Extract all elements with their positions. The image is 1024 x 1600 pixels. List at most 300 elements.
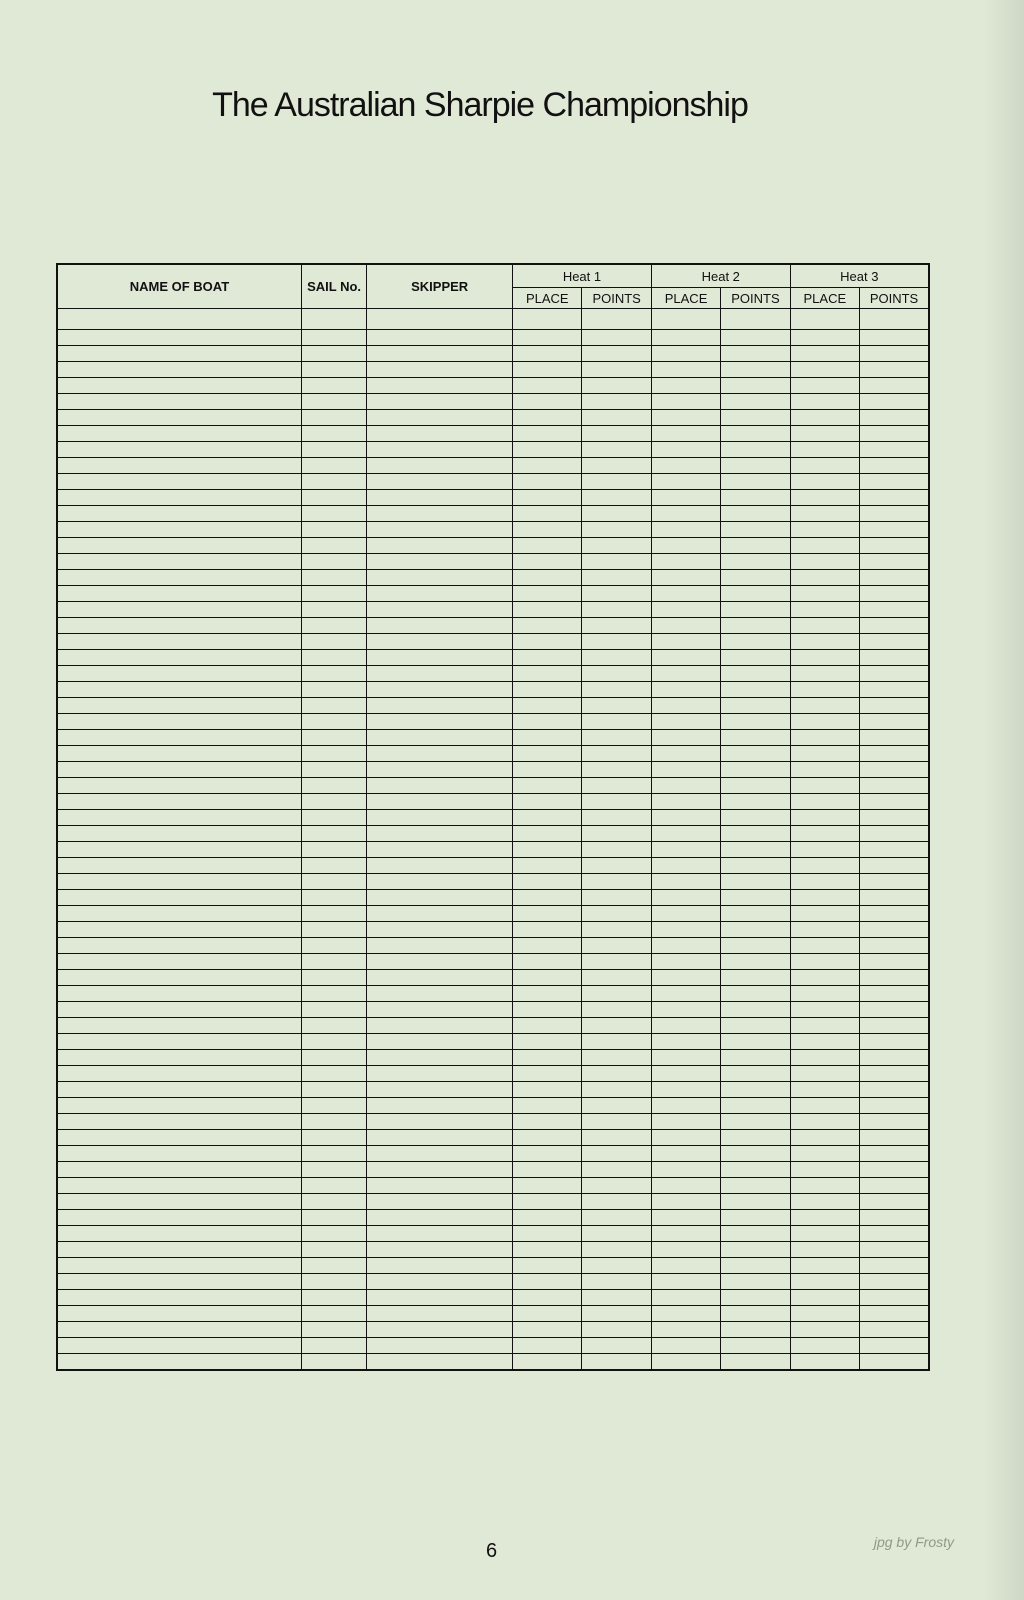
page-number: 6 [486,1540,498,1562]
cell-heat2-points [721,1338,790,1354]
cell-heat1-place [513,1210,582,1226]
cell-heat3-points [860,394,929,410]
table-row [57,714,929,730]
cell-heat1-place [513,586,582,602]
cell-sail [301,506,366,522]
cell-heat3-place [790,1226,859,1242]
cell-heat3-place [790,1178,859,1194]
cell-name [57,682,301,698]
cell-skipper [367,1290,513,1306]
cell-sail [301,1162,366,1178]
cell-sail [301,538,366,554]
cell-heat1-place [513,986,582,1002]
cell-heat3-points [860,858,929,874]
cell-heat1-place [513,362,582,378]
cell-heat3-points [860,1034,929,1050]
cell-sail [301,1114,366,1130]
cell-skipper [367,602,513,618]
table-row [57,378,929,394]
cell-heat1-place [513,410,582,426]
cell-name [57,842,301,858]
cell-name [57,570,301,586]
cell-sail [301,346,366,362]
cell-name [57,1338,301,1354]
cell-sail [301,586,366,602]
cell-heat3-points [860,522,929,538]
cell-sail [301,602,366,618]
cell-name [57,1082,301,1098]
cell-heat2-points [721,842,790,858]
cell-skipper [367,1162,513,1178]
cell-heat3-points [860,1210,929,1226]
cell-name [57,394,301,410]
cell-heat2-points [721,938,790,954]
cell-heat1-points [582,618,651,634]
cell-heat2-place [651,1034,720,1050]
cell-heat3-place [790,442,859,458]
cell-heat3-points [860,442,929,458]
table-row [57,634,929,650]
cell-skipper [367,506,513,522]
table-row [57,778,929,794]
table-row [57,346,929,362]
cell-heat1-place [513,1194,582,1210]
cell-heat2-place [651,922,720,938]
cell-heat3-place [790,309,859,330]
cell-heat3-place [790,458,859,474]
cell-sail [301,1050,366,1066]
cell-heat2-place [651,650,720,666]
cell-heat3-place [790,522,859,538]
cell-heat1-place [513,602,582,618]
cell-heat3-points [860,970,929,986]
cell-sail [301,698,366,714]
cell-heat3-place [790,810,859,826]
cell-heat1-place [513,394,582,410]
table-row [57,746,929,762]
cell-skipper [367,410,513,426]
header-heat-3-place: PLACE [790,288,859,309]
cell-heat1-points [582,906,651,922]
cell-heat2-points [721,1066,790,1082]
header-heat-1-place: PLACE [513,288,582,309]
cell-name [57,922,301,938]
cell-heat2-points [721,394,790,410]
cell-skipper [367,650,513,666]
cell-heat1-points [582,1306,651,1322]
cell-skipper [367,618,513,634]
cell-heat2-place [651,490,720,506]
cell-heat1-place [513,330,582,346]
header-heat-3-points: POINTS [860,288,929,309]
cell-heat1-points [582,394,651,410]
cell-heat1-place [513,922,582,938]
cell-heat2-place [651,554,720,570]
cell-heat1-place [513,1226,582,1242]
cell-heat2-points [721,378,790,394]
cell-name [57,522,301,538]
table-row [57,490,929,506]
cell-skipper [367,346,513,362]
cell-heat3-place [790,474,859,490]
cell-sail [301,1354,366,1371]
cell-heat1-points [582,730,651,746]
cell-heat1-points [582,762,651,778]
cell-heat2-points [721,682,790,698]
cell-sail [301,906,366,922]
cell-heat1-points [582,1338,651,1354]
cell-heat1-place [513,682,582,698]
cell-skipper [367,442,513,458]
cell-heat1-place [513,714,582,730]
cell-heat3-place [790,1258,859,1274]
cell-heat3-points [860,538,929,554]
cell-heat2-points [721,474,790,490]
cell-skipper [367,842,513,858]
cell-heat1-place [513,1114,582,1130]
cell-heat3-place [790,762,859,778]
cell-heat2-points [721,1178,790,1194]
cell-name [57,858,301,874]
cell-heat3-points [860,1050,929,1066]
cell-heat3-points [860,1274,929,1290]
page-edge-shadow [984,0,1024,1600]
table-row [57,1130,929,1146]
cell-heat3-points [860,938,929,954]
table-row [57,1178,929,1194]
scoresheet-container [56,263,930,1371]
cell-heat3-points [860,762,929,778]
cell-skipper [367,1354,513,1371]
cell-sail [301,394,366,410]
cell-name [57,586,301,602]
cell-heat2-place [651,1290,720,1306]
cell-skipper [367,426,513,442]
cell-heat3-place [790,826,859,842]
cell-heat3-place [790,1162,859,1178]
cell-heat1-place [513,618,582,634]
cell-skipper [367,1258,513,1274]
cell-heat2-place [651,1194,720,1210]
table-row [57,986,929,1002]
cell-name [57,746,301,762]
cell-heat1-place [513,1338,582,1354]
cell-heat2-place [651,362,720,378]
cell-name [57,1146,301,1162]
cell-skipper [367,922,513,938]
cell-skipper [367,954,513,970]
cell-heat1-points [582,922,651,938]
cell-sail [301,309,366,330]
cell-sail [301,970,366,986]
cell-heat1-place [513,1322,582,1338]
cell-heat1-points [582,1210,651,1226]
cell-heat2-place [651,906,720,922]
header-sail-no: SAIL No. [301,264,366,309]
cell-sail [301,1066,366,1082]
cell-heat1-points [582,1130,651,1146]
table-row [57,1066,929,1082]
cell-name [57,762,301,778]
cell-heat1-place [513,1130,582,1146]
cell-heat1-place [513,1162,582,1178]
cell-heat3-points [860,1162,929,1178]
cell-name [57,1242,301,1258]
cell-name [57,1018,301,1034]
table-row [57,1306,929,1322]
cell-heat3-points [860,1114,929,1130]
cell-heat1-points [582,714,651,730]
cell-skipper [367,970,513,986]
cell-heat2-points [721,874,790,890]
cell-heat2-points [721,1034,790,1050]
cell-heat2-place [651,938,720,954]
cell-heat1-points [582,874,651,890]
cell-heat3-points [860,1242,929,1258]
table-row [57,394,929,410]
table-row [57,970,929,986]
cell-heat3-place [790,1098,859,1114]
cell-heat2-place [651,970,720,986]
table-row [57,842,929,858]
cell-skipper [367,1274,513,1290]
cell-sail [301,986,366,1002]
cell-heat3-place [790,1050,859,1066]
table-row [57,874,929,890]
cell-heat3-place [790,1322,859,1338]
cell-sail [301,810,366,826]
cell-name [57,1322,301,1338]
cell-heat2-place [651,378,720,394]
cell-heat1-points [582,794,651,810]
cell-sail [301,858,366,874]
cell-heat2-points [721,666,790,682]
cell-heat3-points [860,730,929,746]
cell-heat1-points [582,570,651,586]
table-row [57,522,929,538]
cell-heat3-points [860,682,929,698]
cell-heat3-points [860,954,929,970]
cell-heat2-place [651,1354,720,1371]
cell-heat1-place [513,778,582,794]
cell-heat2-points [721,762,790,778]
cell-heat2-points [721,458,790,474]
cell-heat3-place [790,938,859,954]
cell-heat1-points [582,378,651,394]
cell-heat2-place [651,666,720,682]
cell-sail [301,1194,366,1210]
cell-heat3-points [860,1098,929,1114]
cell-heat3-points [860,842,929,858]
table-row [57,362,929,378]
cell-skipper [367,698,513,714]
cell-heat3-points [860,1194,929,1210]
cell-name [57,970,301,986]
cell-sail [301,1322,366,1338]
cell-heat2-place [651,410,720,426]
cell-heat3-place [790,698,859,714]
cell-heat2-points [721,970,790,986]
cell-sail [301,938,366,954]
table-row [57,954,929,970]
cell-name [57,810,301,826]
cell-name [57,650,301,666]
cell-heat3-place [790,1034,859,1050]
cell-name [57,410,301,426]
cell-sail [301,730,366,746]
cell-heat1-points [582,554,651,570]
cell-heat3-place [790,1338,859,1354]
cell-skipper [367,1098,513,1114]
cell-heat1-points [582,938,651,954]
cell-heat2-place [651,986,720,1002]
cell-sail [301,522,366,538]
cell-heat3-points [860,586,929,602]
cell-name [57,666,301,682]
cell-sail [301,1098,366,1114]
cell-skipper [367,634,513,650]
cell-heat1-place [513,1018,582,1034]
table-row [57,1162,929,1178]
cell-heat1-points [582,1050,651,1066]
cell-heat3-place [790,506,859,522]
cell-skipper [367,330,513,346]
cell-skipper [367,458,513,474]
cell-heat2-points [721,634,790,650]
cell-heat2-place [651,570,720,586]
cell-heat3-points [860,890,929,906]
cell-heat1-points [582,1242,651,1258]
cell-sail [301,330,366,346]
cell-heat1-points [582,890,651,906]
cell-heat1-place [513,1242,582,1258]
cell-heat2-points [721,330,790,346]
cell-heat3-points [860,378,929,394]
cell-heat2-points [721,906,790,922]
cell-heat1-place [513,378,582,394]
cell-name [57,1066,301,1082]
cell-skipper [367,746,513,762]
cell-heat2-points [721,1322,790,1338]
cell-heat3-place [790,410,859,426]
cell-sail [301,666,366,682]
table-row [57,1082,929,1098]
cell-skipper [367,986,513,1002]
cell-name [57,1034,301,1050]
cell-heat3-points [860,650,929,666]
cell-name [57,938,301,954]
cell-heat2-place [651,602,720,618]
cell-heat1-place [513,970,582,986]
cell-skipper [367,538,513,554]
cell-heat2-place [651,458,720,474]
cell-heat1-place [513,890,582,906]
cell-heat3-points [860,922,929,938]
cell-heat1-points [582,1082,651,1098]
cell-skipper [367,1242,513,1258]
cell-heat1-points [582,1146,651,1162]
cell-heat2-points [721,1258,790,1274]
header-heat-2: Heat 2 [651,264,790,288]
cell-heat1-place [513,666,582,682]
table-row [57,794,929,810]
table-row [57,570,929,586]
cell-skipper [367,794,513,810]
cell-heat2-points [721,570,790,586]
cell-heat2-place [651,714,720,730]
cell-sail [301,954,366,970]
cell-heat1-points [582,586,651,602]
table-row [57,1114,929,1130]
cell-heat1-points [582,698,651,714]
cell-name [57,618,301,634]
cell-name [57,730,301,746]
cell-heat1-points [582,522,651,538]
cell-heat3-points [860,1002,929,1018]
cell-heat2-points [721,426,790,442]
cell-heat1-points [582,1258,651,1274]
cell-name [57,890,301,906]
cell-skipper [367,1082,513,1098]
cell-heat2-points [721,730,790,746]
cell-heat2-points [721,1114,790,1130]
cell-skipper [367,1306,513,1322]
cell-sail [301,1290,366,1306]
cell-heat2-points [721,1146,790,1162]
cell-heat2-points [721,698,790,714]
cell-heat2-points [721,922,790,938]
cell-heat1-place [513,1274,582,1290]
cell-skipper [367,1050,513,1066]
table-row [57,1098,929,1114]
cell-heat1-place [513,490,582,506]
cell-heat3-points [860,602,929,618]
cell-sail [301,1258,366,1274]
cell-heat2-place [651,1066,720,1082]
cell-heat1-place [513,698,582,714]
cell-heat2-place [651,1098,720,1114]
cell-sail [301,1242,366,1258]
cell-heat2-points [721,858,790,874]
cell-heat1-points [582,634,651,650]
cell-heat2-points [721,890,790,906]
cell-heat3-points [860,309,929,330]
cell-heat3-place [790,682,859,698]
cell-sail [301,1034,366,1050]
cell-name [57,794,301,810]
cell-heat3-place [790,842,859,858]
cell-heat1-place [513,1290,582,1306]
table-row [57,922,929,938]
page-title: The Australian Sharpie Championship [212,86,748,124]
cell-heat1-place [513,1002,582,1018]
cell-heat2-place [651,1242,720,1258]
cell-heat1-points [582,1098,651,1114]
cell-name [57,458,301,474]
table-row [57,650,929,666]
cell-heat2-points [721,650,790,666]
cell-sail [301,1018,366,1034]
cell-heat1-place [513,1034,582,1050]
cell-name [57,1306,301,1322]
cell-heat1-place [513,522,582,538]
cell-sail [301,682,366,698]
table-row [57,1354,929,1371]
cell-heat2-points [721,1002,790,1018]
cell-heat1-place [513,426,582,442]
cell-name [57,1098,301,1114]
cell-heat2-points [721,810,790,826]
